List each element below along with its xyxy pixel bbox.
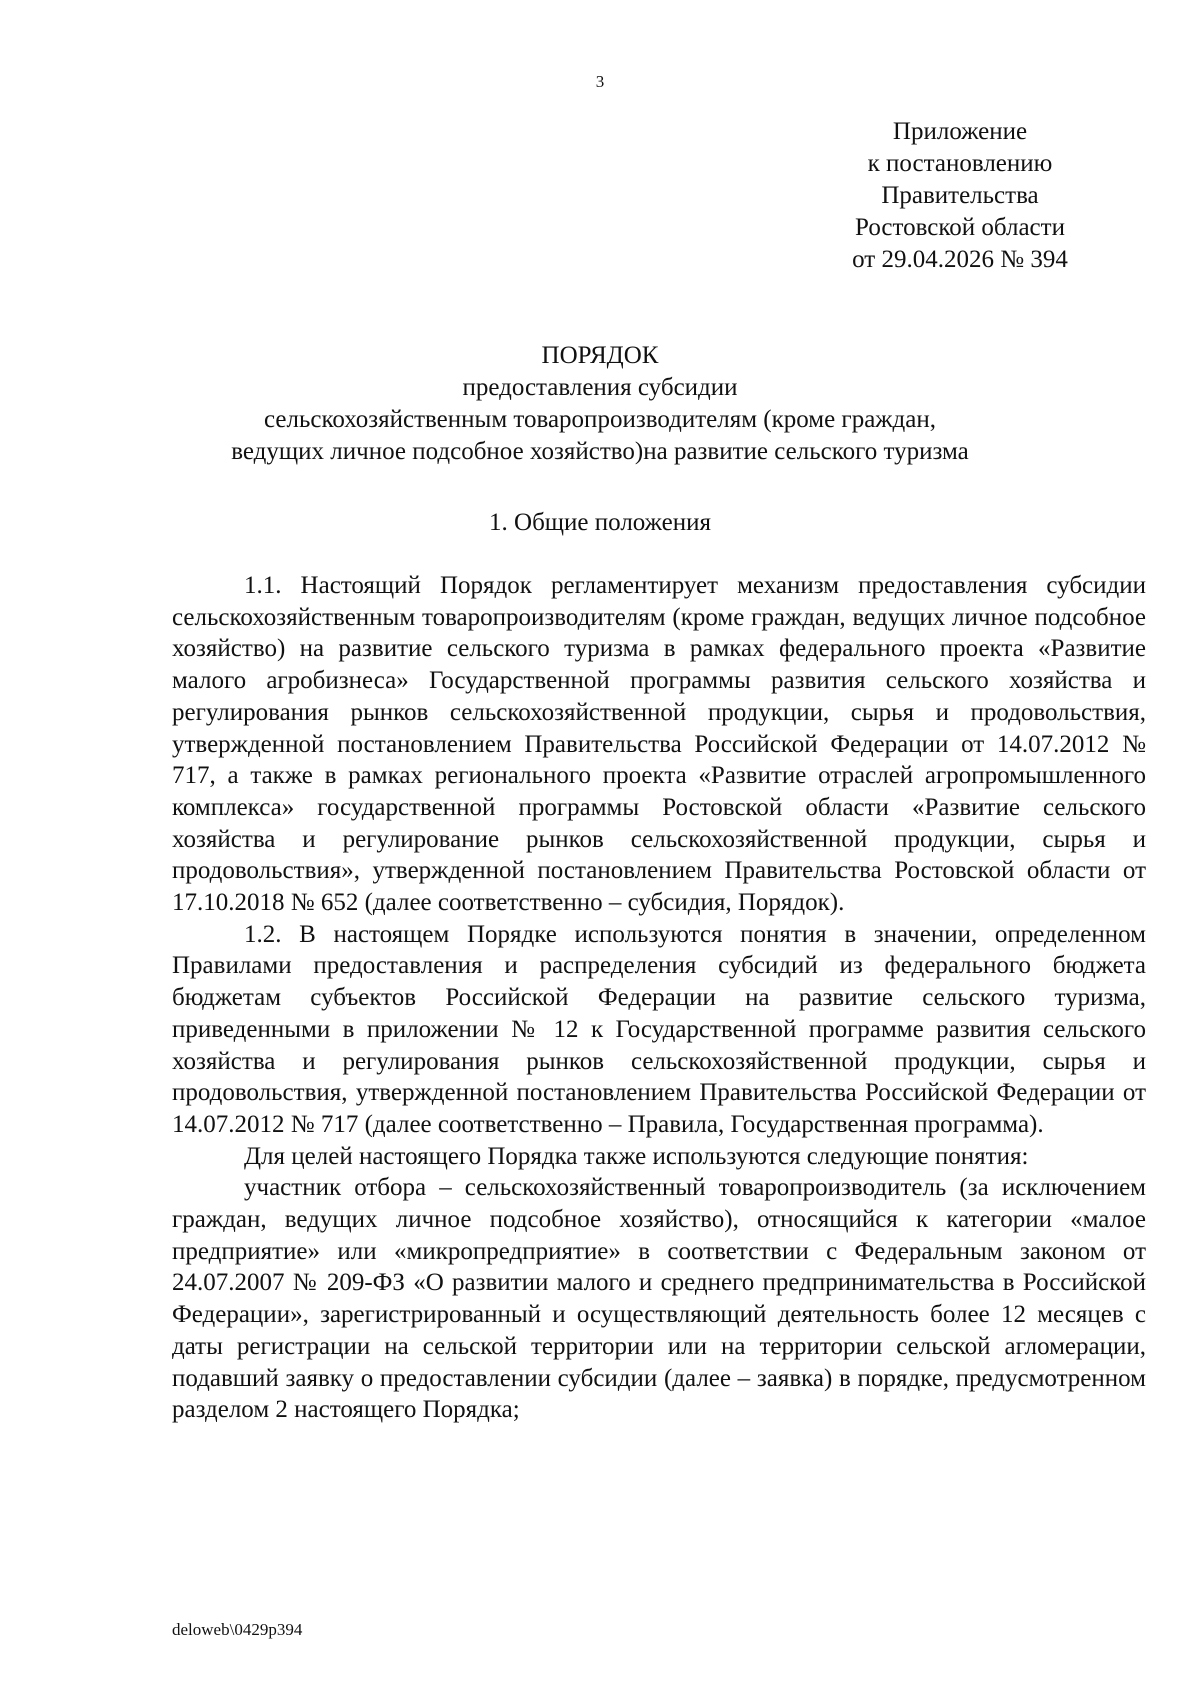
body-text [172, 570, 1146, 1426]
section-heading: 1. Общие положения [489, 509, 711, 536]
appendix-line: Приложение [892, 118, 1028, 145]
paragraph: 1.1. Настоящий Порядок регламентирует механизм предоставления субсидии сельскохозяйственным товаропроизводителям (кроме граждан, ведущих личное подсобное хозяйство) на развитие сельского туризма в рамках федерального проекта «Развитие малого агробизнеса» Государственной программы развития сельского хозяйства и регулирования рынков сельскохозяйственной продукции, сырья и продовольствия, утвержденной постановлением Правительства Российской Федерации от 14.07.2012 № 717, а также в рамках регионального проекта «Развитие отраслей агропромышленного комплекса» государственной программы Ростовской области «Развитие сельского хозяйства и регулирование рынков сельскохозяйственной продукции, сырья и продовольствия», утвержденной постановлением Правительства Ростовской области от 17.10.2018 № 652 (далее соответственно – субсидия, Порядок). [172, 572, 1146, 917]
document-title [0, 340, 1200, 468]
title-line: сельскохозяйственным товаропроизводителям (кроме граждан, [263, 406, 937, 433]
appendix-line: Ростовской области [855, 214, 1065, 241]
title-line: предоставления субсидии [462, 374, 738, 401]
title-line: ПОРЯДОК [541, 342, 659, 369]
footer-code: deloweb\0429p394 [172, 1620, 303, 1639]
paragraph: Для целей настоящего Порядка также используются следующие понятия: [244, 1142, 1029, 1170]
appendix-line: от 29.04.2026 № 394 [852, 246, 1068, 273]
paragraph: 1.2. В настоящем Порядке используются понятия в значении, определенном Правилами предоставления и распределения субсидий из федерального бюджета бюджетам субъектов Российской Федерации на развитие сельского туризма, приведенными в приложении № 12 к Государственной программе развития сельского хозяйства и регулирования рынков сельскохозяйственной продукции, сырья и продовольствия, утвержденной постановлением Правительства Российской Федерации от 14.07.2012 № 717 (далее соответственно – Правила, Государственная программа). [172, 920, 1146, 1138]
appendix-line: Правительства [881, 182, 1039, 209]
page-number: 3 [595, 72, 605, 91]
title-line: ведущих личное подсобное хозяйство)на развитие сельского туризма [231, 438, 969, 465]
appendix-block [840, 116, 1080, 276]
appendix-line: к постановлению [867, 150, 1053, 177]
paragraph: участник отбора – сельскохозяйственный товаропроизводитель (за исключением граждан, ведущих личное подсобное хозяйство), относящийся к категории «малое предприятие» или «микропредприятие» в соответствии с Федеральным законом от 24.07.2007 № 209-ФЗ «О развитии малого и среднего предпринимательства в Российской Федерации», зарегистрированный и осуществляющий деятельность более 12 месяцев с даты регистрации на сельской территории или на территории сельской агломерации, подавший заявку о предоставлении субсидии (далее – заявка) в порядке, предусмотренном разделом 2 настоящего Порядка; [172, 1174, 1146, 1424]
